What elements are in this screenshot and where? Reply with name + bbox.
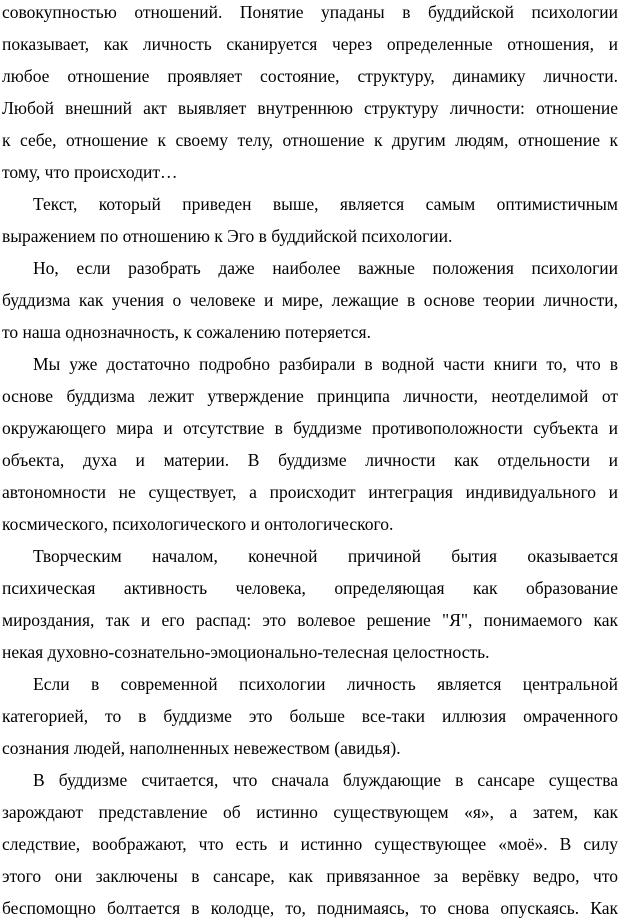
text-line: окружающего мира и отсутствие в буддизме противоположности субъекта и bbox=[2, 418, 618, 438]
text-line: Мы уже достаточно подробно разбирали в водной части книги то, что в bbox=[33, 354, 618, 374]
text-line: некая духовно-сознательно-эмоционально-телесная целостность. bbox=[2, 642, 490, 662]
text-line: объекта, духа и материи. В буддизме личности как отдельности и bbox=[2, 450, 618, 470]
text-line: Творческим началом, конечной причиной бытия оказывается bbox=[33, 546, 618, 566]
text-line: любое отношение проявляет состояние, структуру, динамику личности. bbox=[2, 66, 618, 86]
text-line: основе буддизма лежит утверждение принципа личности, неотделимой от bbox=[2, 386, 618, 406]
text-line: беспомощно болтается в колодце, то, поднимаясь, то снова опускаясь. Как bbox=[2, 898, 618, 918]
text-line: то наша однозначность, к сожалению потеряется. bbox=[2, 322, 371, 342]
text-line: космического, психологического и онтологического. bbox=[2, 514, 394, 534]
text-line: тому, что происходит… bbox=[2, 162, 178, 182]
text-line: к себе, отношение к своему телу, отношение к другим людям, отношение к bbox=[2, 130, 618, 150]
text-line: Если в современной психологии личность является центральной bbox=[33, 674, 618, 694]
text-line: совокупностью отношений. Понятие упаданы в буддийской психологии bbox=[2, 2, 618, 22]
text-line: категорией, то в буддизме это больше все-таки иллюзия омраченного bbox=[2, 706, 618, 726]
text-line: мироздания, так и его распад: это волевое решение "Я", понимаемого как bbox=[2, 610, 618, 630]
text-line: следствие, воображают, что есть и истинно существующее «моё». В силу bbox=[2, 834, 618, 854]
text-line: Но, если разобрать даже наиболее важные положения психологии bbox=[33, 258, 618, 278]
text-line: Любой внешний акт выявляет внутреннюю структуру личности: отношение bbox=[2, 98, 618, 118]
text-line: этого они заключены в сансаре, как привязанное за верёвку ведро, что bbox=[2, 866, 618, 886]
text-line: зарождают представление об истинно существующем «я», а затем, как bbox=[2, 802, 618, 822]
text-line: психическая активность человека, определяющая как образование bbox=[2, 578, 618, 598]
text-line: В буддизме считается, что сначала блуждающие в сансаре существа bbox=[33, 770, 618, 790]
text-line: сознания людей, наполненных невежеством (авидья). bbox=[2, 738, 401, 758]
text-line: выражением по отношению к Эго в буддийской психологии. bbox=[2, 226, 453, 246]
text-line: буддизма как учения о человеке и мире, лежащие в основе теории личности, bbox=[2, 290, 618, 310]
text-line: автономности не существует, а происходит интеграция индивидуального и bbox=[2, 482, 618, 502]
text-line: показывает, как личность сканируется через определенные отношения, и bbox=[2, 34, 618, 54]
text-line: Текст, который приведен выше, является самым оптимистичным bbox=[33, 194, 618, 214]
